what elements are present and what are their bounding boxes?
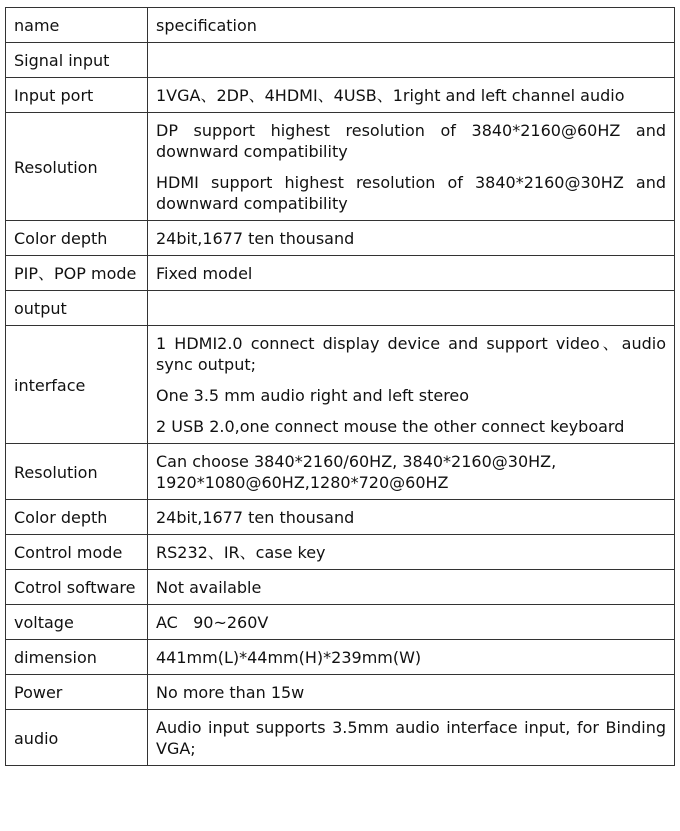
row-name-cell (6, 675, 148, 710)
row-name-cell (6, 710, 148, 766)
row-spec-text: Not available (156, 578, 262, 597)
row-spec-text: 1VGA、2DP、4HDMI、4USB、1right and left channel audio (156, 86, 625, 105)
row-spec-cell (148, 256, 675, 291)
row-spec-cell (148, 221, 675, 256)
row-spec-text: DP support highest resolution of 3840*2160@60HZ and downward compatibility (156, 121, 666, 161)
row-name: Color depth (14, 508, 108, 527)
row-name: dimension (14, 648, 97, 667)
row-spec-text: 2 USB 2.0,one connect mouse the other connect keyboard (156, 417, 625, 436)
table-row (6, 605, 675, 640)
row-spec-cell (148, 291, 675, 326)
row-name-cell (6, 605, 148, 640)
row-name-cell (6, 570, 148, 605)
table-header-row (6, 8, 675, 43)
row-spec-cell (148, 113, 675, 221)
row-name: voltage (14, 613, 74, 632)
row-spec-cell (148, 570, 675, 605)
table-row (6, 710, 675, 766)
row-spec-text: HDMI support highest resolution of 3840*2160@30HZ and downward compatibility (156, 173, 666, 213)
row-spec-cell (148, 640, 675, 675)
row-name-cell (6, 256, 148, 291)
table-row (6, 113, 675, 221)
row-name-cell (6, 113, 148, 221)
row-name: Resolution (14, 462, 98, 482)
row-spec-cell (148, 326, 675, 444)
row-name-cell (6, 444, 148, 500)
row-name: interface (14, 375, 86, 395)
table-row (6, 78, 675, 113)
row-name: Color depth (14, 229, 108, 248)
table-row (6, 570, 675, 605)
row-name-cell (6, 640, 148, 675)
row-spec-text: AC 90~260V (156, 613, 269, 632)
row-spec-text: Fixed model (156, 264, 253, 283)
row-name: audio (14, 728, 59, 748)
row-name: Cotrol software (14, 578, 136, 597)
table-row (6, 221, 675, 256)
row-spec-cell (148, 500, 675, 535)
row-name-cell (6, 43, 148, 78)
row-spec-text: No more than 15w (156, 683, 305, 702)
row-name: output (14, 299, 67, 318)
row-name-cell (6, 535, 148, 570)
header-name-cell (6, 8, 148, 43)
table-row (6, 444, 675, 500)
row-spec-text: RS232、IR、case key (156, 543, 326, 562)
row-spec-text: 24bit,1677 ten thousand (156, 508, 355, 527)
row-spec-text: 24bit,1677 ten thousand (156, 229, 355, 248)
row-name-cell (6, 291, 148, 326)
row-spec-cell (148, 675, 675, 710)
row-spec-cell (148, 535, 675, 570)
table-row (6, 535, 675, 570)
header-spec-cell (148, 8, 675, 43)
row-name: Resolution (14, 157, 98, 177)
row-name: Signal input (14, 51, 110, 70)
row-name-cell (6, 326, 148, 444)
row-spec-cell (148, 605, 675, 640)
row-spec-cell (148, 444, 675, 500)
header-spec-label: specification (156, 16, 257, 35)
row-spec-text: One 3.5 mm audio right and left stereo (156, 386, 470, 405)
row-name-cell (6, 221, 148, 256)
row-name-cell (6, 500, 148, 535)
table-row (6, 256, 675, 291)
row-name: PIP、POP mode (14, 264, 137, 283)
specification-table (5, 7, 675, 766)
row-spec-cell (148, 78, 675, 113)
row-name: Input port (14, 86, 94, 105)
row-spec-text: 1 HDMI2.0 connect display device and support video、audio sync output; (156, 334, 666, 374)
row-name-cell (6, 78, 148, 113)
table-row (6, 640, 675, 675)
header-name-label: name (14, 16, 60, 35)
table-row (6, 291, 675, 326)
table-row (6, 500, 675, 535)
row-name: Control mode (14, 543, 123, 562)
row-spec-cell (148, 710, 675, 766)
row-name: Power (14, 683, 63, 702)
row-spec-text: Audio input supports 3.5mm audio interface input, for Binding VGA; (156, 718, 666, 758)
row-spec-cell (148, 43, 675, 78)
row-spec-text: Can choose 3840*2160/60HZ, 3840*2160@30HZ, 1920*1080@60HZ,1280*720@60HZ (156, 452, 557, 492)
row-spec-text: 441mm(L)*44mm(H)*239mm(W) (156, 648, 422, 667)
table-row (6, 675, 675, 710)
table-row (6, 43, 675, 78)
table-row (6, 326, 675, 444)
